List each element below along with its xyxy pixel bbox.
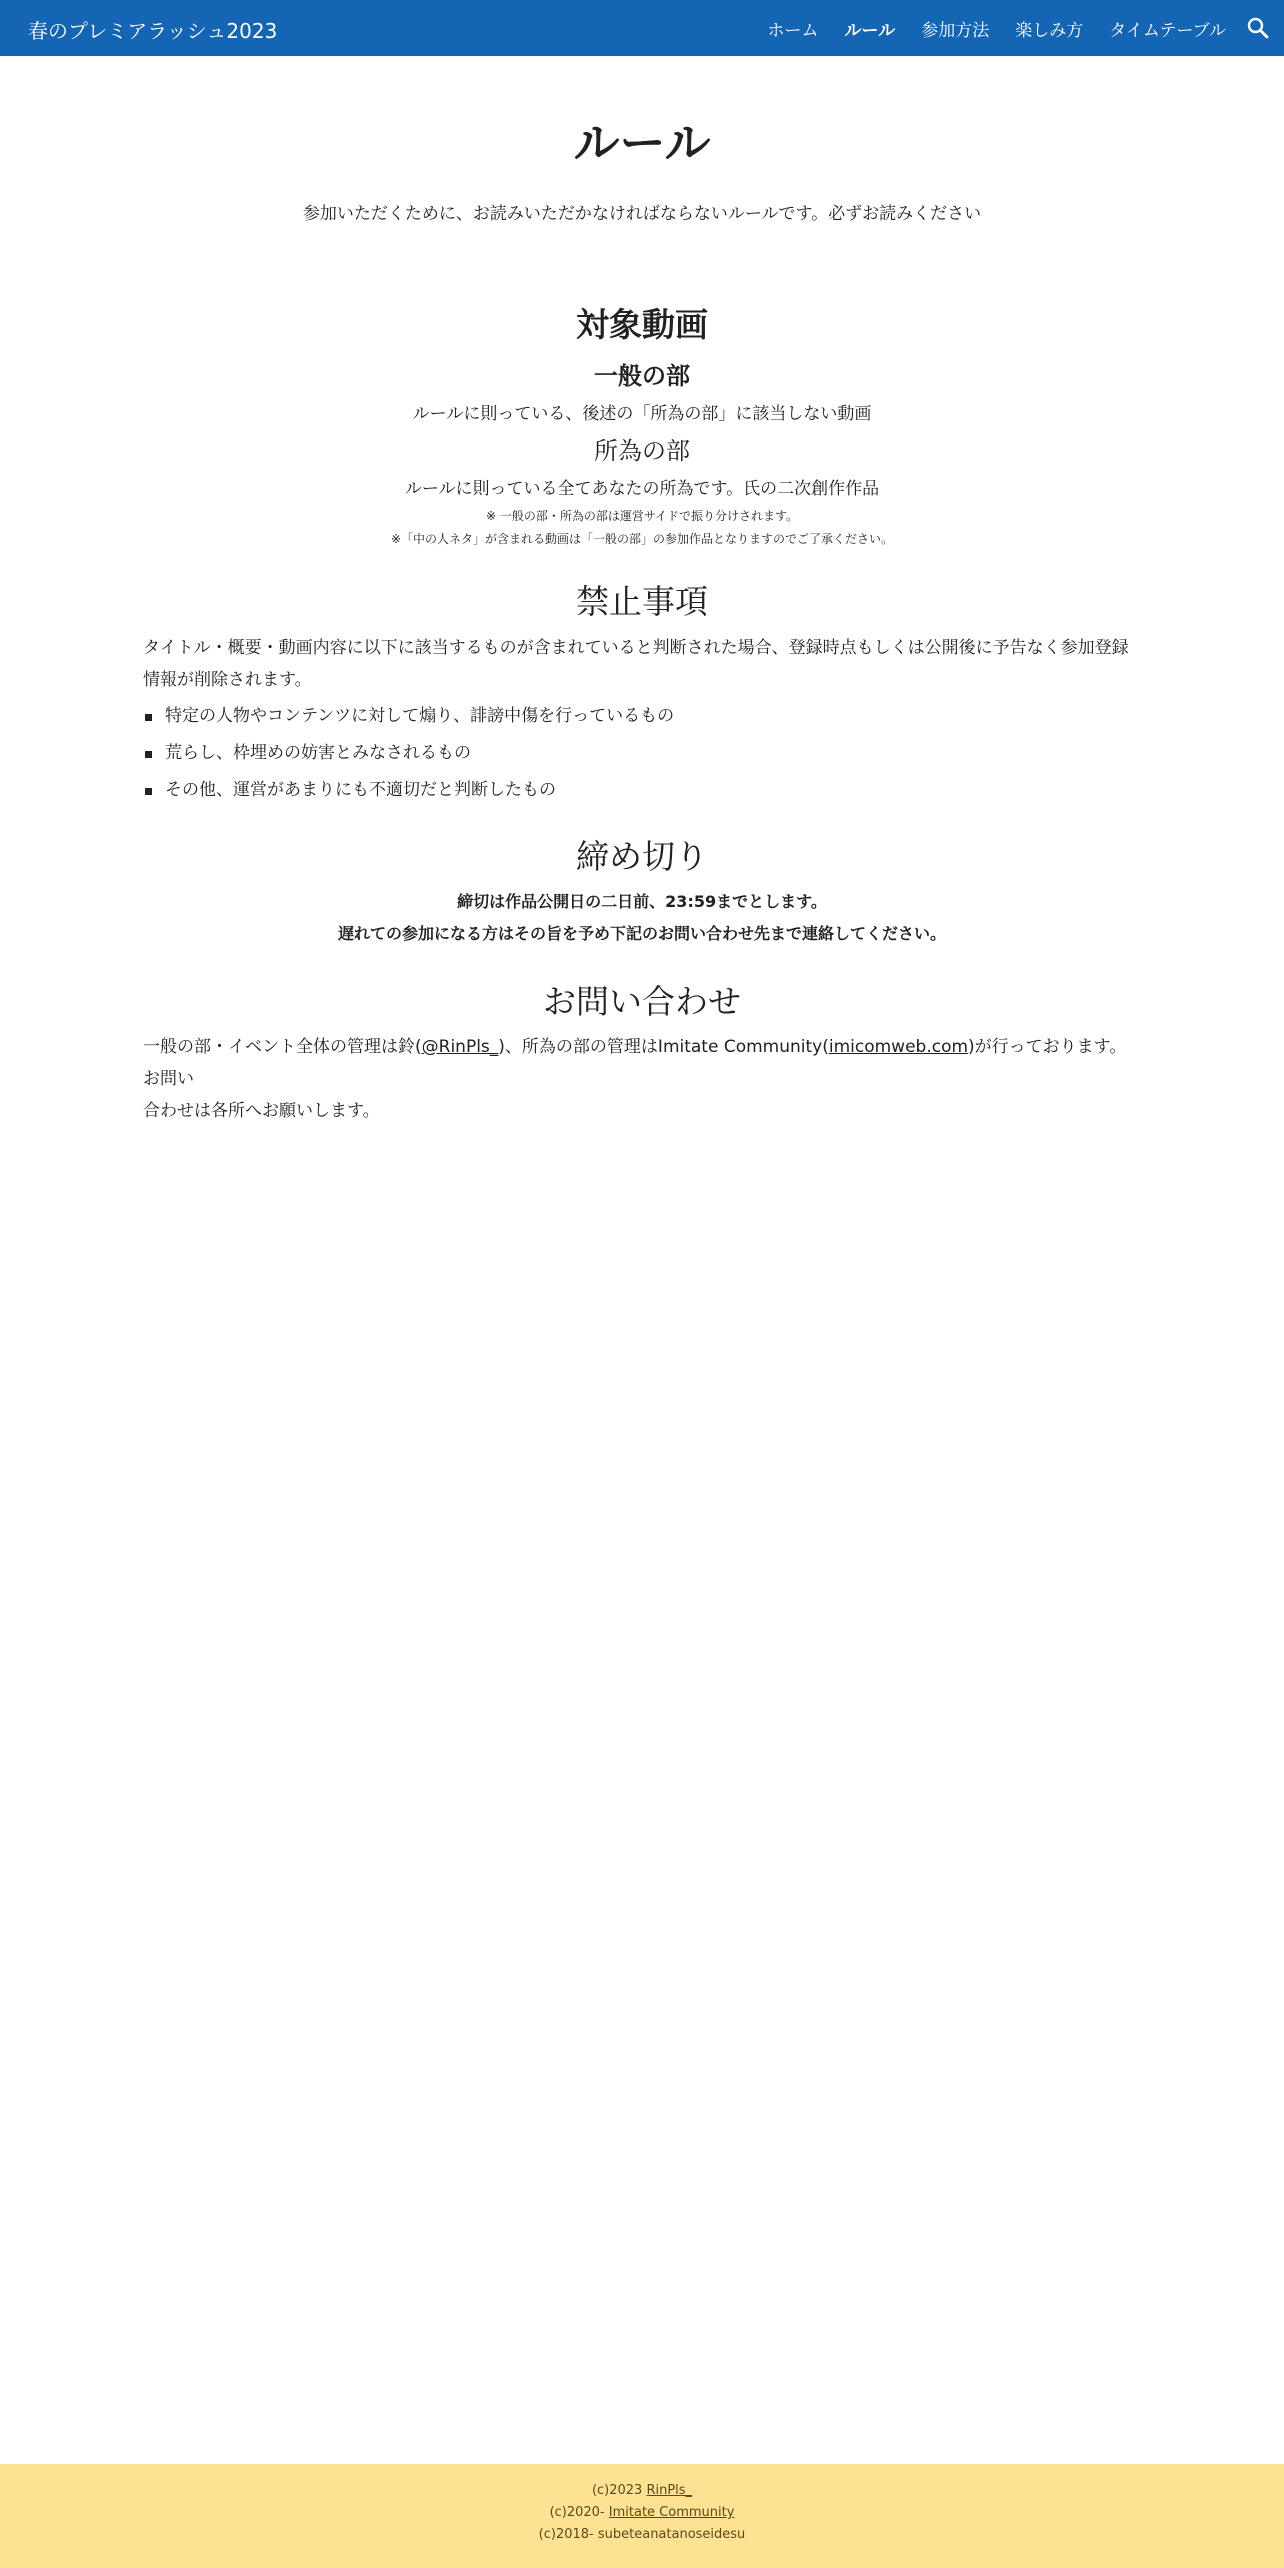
prohibited-intro-line2: 情報が削除されます。 [143,670,312,690]
contact-text-part2: )、所為の部の管理はImitate Community( [498,1037,829,1057]
list-item: その他、運営があまりにも不適切だと判断したもの [143,772,1141,809]
footer-rinpls-link[interactable]: RinPls_ [646,2483,693,2498]
list-item: 荒らし、枠埋めの妨害とみなされるもの [143,735,1141,772]
contact-text [143,1031,1141,1127]
footer-copyright-2023 [0,2481,1284,2501]
late-entry-text: 遅れての参加になる方はその旨を予め下記のお問い合わせ先まで連絡してください。 [337,924,946,943]
contact-text-line2: 合わせは各所へお願いします。 [143,1101,380,1121]
twitter-link[interactable]: @RinPls_ [421,1037,499,1057]
list-item: 特定の人物やコンテンツに対して煽り、誹謗中傷を行っているもの [143,698,1141,735]
nav-item-home[interactable]: ホーム [767,20,819,41]
general-division-heading: 一般の部 [594,362,690,390]
prohibited-intro-line1: タイトル・概要・動画内容に以下に該当するものが含まれていると判断された場合、登録時点もしくは公開後に予告なく参加登録 [143,638,1129,658]
footer-imicom-link[interactable]: Imitate Community [608,2505,735,2520]
inside-joke-note: ※「中の人ネタ」が含まれる動画は「一般の部」の参加作品となりますのでご了承ください。 [390,532,894,546]
shoi-division-text: ルールに則っている全てあなたの所為です。氏の二次創作作品 [404,479,880,499]
deadline-heading: 締め切り [576,837,708,876]
nav-item-how-to-enjoy[interactable]: 楽しみ方 [1015,20,1084,41]
nav-item-timetable[interactable]: タイムテーブル [1109,20,1226,41]
target-videos-heading: 対象動画 [576,305,708,344]
search-icon [1244,14,1272,42]
contact-text-part1: 一般の部・イベント全体の管理は鈴( [143,1037,422,1057]
prohibited-list [143,698,1141,809]
shoi-division-heading: 所為の部 [594,437,690,465]
division-note: ※ 一般の部・所為の部は運営サイドで振り分けされます。 [485,509,799,523]
footer-copyright-2020 [0,2503,1284,2523]
nav-item-rules[interactable]: ルール [844,20,896,41]
prohibited-heading: 禁止事項 [576,582,708,621]
footer-copyright-prefix: (c)2020- [549,2505,609,2520]
search-button[interactable] [1244,14,1272,42]
footer [0,2464,1284,2568]
site-title[interactable]: 春のプレミアラッシュ2023 [28,19,278,43]
page-subtitle: 参加いただくために、お読みいただかなければならないルールです。必ずお読みください [302,204,982,224]
nav-menu [768,16,1226,40]
general-division-text: ルールに則っている、後述の「所為の部」に該当しない動画 [412,404,872,424]
footer-copyright-2018: (c)2018- subeteanatanoseidesu [538,2527,746,2542]
prohibited-intro [143,632,1141,696]
contact-heading: お問い合わせ [543,982,741,1021]
imicom-link[interactable]: imicomweb.com [828,1037,969,1057]
top-app-bar [0,0,1284,56]
deadline-text: 締切は作品公開日の二日前、23:59までとします。 [457,892,827,911]
contact-text-part3: )が行っております。お問い [143,1037,1127,1089]
footer-copyright-prefix: (c)2023 [591,2483,647,2498]
page-title: ルール [573,116,711,170]
nav-item-how-to-join[interactable]: 参加方法 [921,20,990,41]
